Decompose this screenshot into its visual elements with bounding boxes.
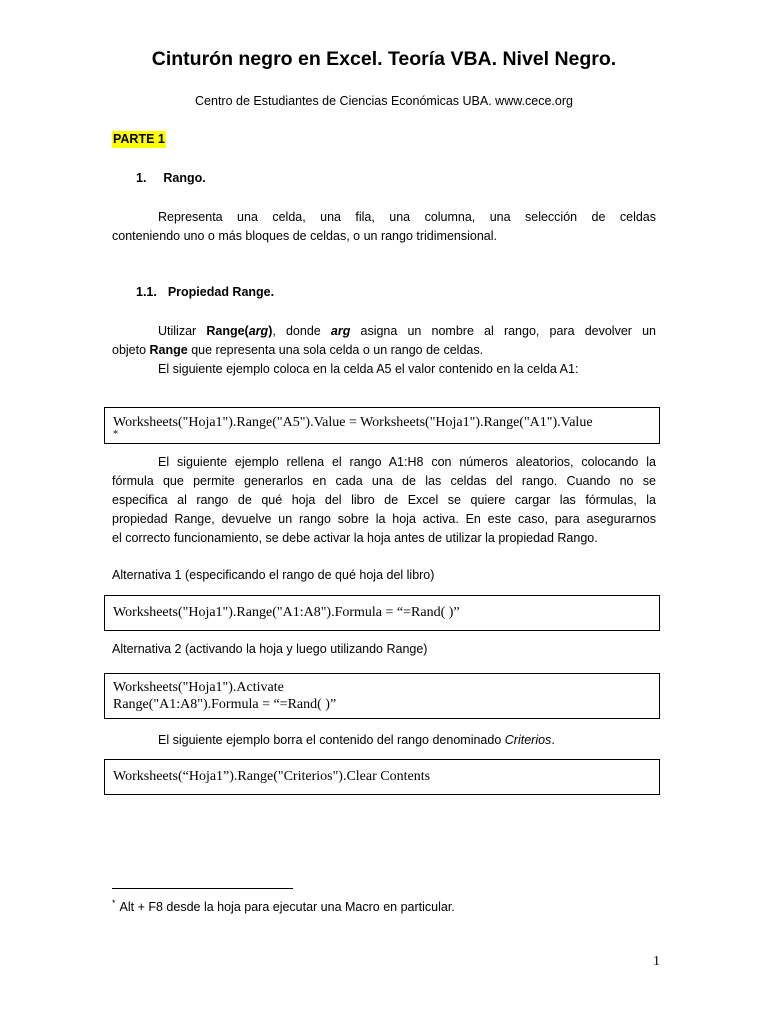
text-run: .	[551, 733, 555, 747]
text-run: Utilizar	[158, 324, 207, 338]
paragraph-line: fórmula que permite generarlos en cada una de las celdas del rango. Cuando no se	[112, 474, 656, 488]
code-line: Range("A1:A8").Formula = “=Rand( )”	[113, 697, 337, 712]
document-title: Cinturón negro en Excel. Teoría VBA. Nivel Negro.	[151, 48, 617, 70]
paragraph-range-usage	[112, 322, 656, 379]
bold-italic-run: arg	[330, 324, 351, 338]
part-label-highlighted: PARTE 1	[113, 132, 165, 146]
section-1-1-number: 1.1.	[136, 285, 157, 299]
text-run: que representa una sola celda o un rango de celdas.	[187, 343, 484, 357]
paragraph-clear-example	[158, 733, 555, 747]
document-subtitle: Centro de Estudiantes de Ciencias Económicas UBA. www.cece.org	[195, 94, 573, 108]
text-run: El siguiente ejemplo borra el contenido del rango denominado	[158, 733, 505, 747]
paragraph-line: El siguiente ejemplo rellena el rango A1:H8 con números aleatorios, colocando la	[158, 455, 656, 469]
footnote-marker: *	[113, 429, 118, 440]
bold-italic-run: arg	[248, 324, 269, 338]
alternative-2-label: Alternativa 2 (activando la hoja y luego utilizando Range)	[112, 642, 428, 656]
footnote-marker: *	[112, 898, 116, 908]
text-run: , donde	[272, 324, 331, 338]
alternative-1-label: Alternativa 1 (especificando el rango de qué hoja del libro)	[112, 568, 435, 582]
section-1-number: 1.	[136, 171, 147, 185]
section-1-1-heading	[136, 285, 274, 299]
section-1-heading	[136, 171, 206, 185]
code-line: Worksheets("Hoja1").Range("A5").Value = Worksheets("Hoja1").Range("A1").Value	[113, 415, 593, 430]
footnote-text: Alt + F8 desde la hoja para ejecutar una Macro en particular.	[119, 900, 455, 914]
code-line: Worksheets("Hoja1").Range("A1:A8").Formula = “=Rand( )”	[113, 605, 460, 620]
paragraph-line: el correcto funcionamiento, se debe activar la hoja antes de utilizar la propiedad Rango.	[112, 531, 598, 545]
code-box-range-value	[104, 407, 660, 444]
paragraph-rand-example	[112, 453, 656, 548]
page-number: 1	[653, 954, 660, 969]
text-run: asigna un nombre al rango, para devolver un	[350, 324, 656, 338]
bold-run: Range	[149, 343, 188, 357]
paragraph-line	[112, 341, 656, 360]
footnote-separator	[112, 888, 293, 889]
paragraph-line: propiedad Range, devuelve un rango sobre la hoja activa. En este caso, para asegurarnos	[112, 512, 656, 526]
code-box-clear-contents	[104, 759, 660, 795]
text-run: objeto	[112, 343, 150, 357]
code-box-alternative-1	[104, 595, 660, 631]
paragraph-rango-definition	[112, 208, 656, 246]
italic-run: Criterios	[504, 733, 552, 747]
footnote	[112, 898, 455, 914]
section-1-1-title: Propiedad Range.	[167, 285, 275, 299]
code-box-alternative-2	[104, 673, 660, 719]
paragraph-line: conteniendo uno o más bloques de celdas, o un rango tridimensional.	[112, 229, 497, 243]
paragraph-line: Representa una celda, una fila, una columna, una selección de celdas	[158, 210, 656, 224]
paragraph-line: El siguiente ejemplo coloca en la celda A5 el valor contenido en la celda A1:	[158, 362, 579, 376]
paragraph-line	[112, 322, 656, 341]
paragraph-line: especifica al rango de qué hoja del libro de Excel se quiere cargar las fórmulas, la	[112, 493, 656, 507]
section-1-title: Rango.	[163, 171, 206, 185]
bold-run: Range(	[206, 324, 249, 338]
code-line: Worksheets(“Hoja1”).Range("Criterios").Clear Contents	[113, 769, 431, 784]
bold-run: )	[268, 324, 273, 338]
code-line: Worksheets("Hoja1").Activate	[113, 680, 284, 695]
